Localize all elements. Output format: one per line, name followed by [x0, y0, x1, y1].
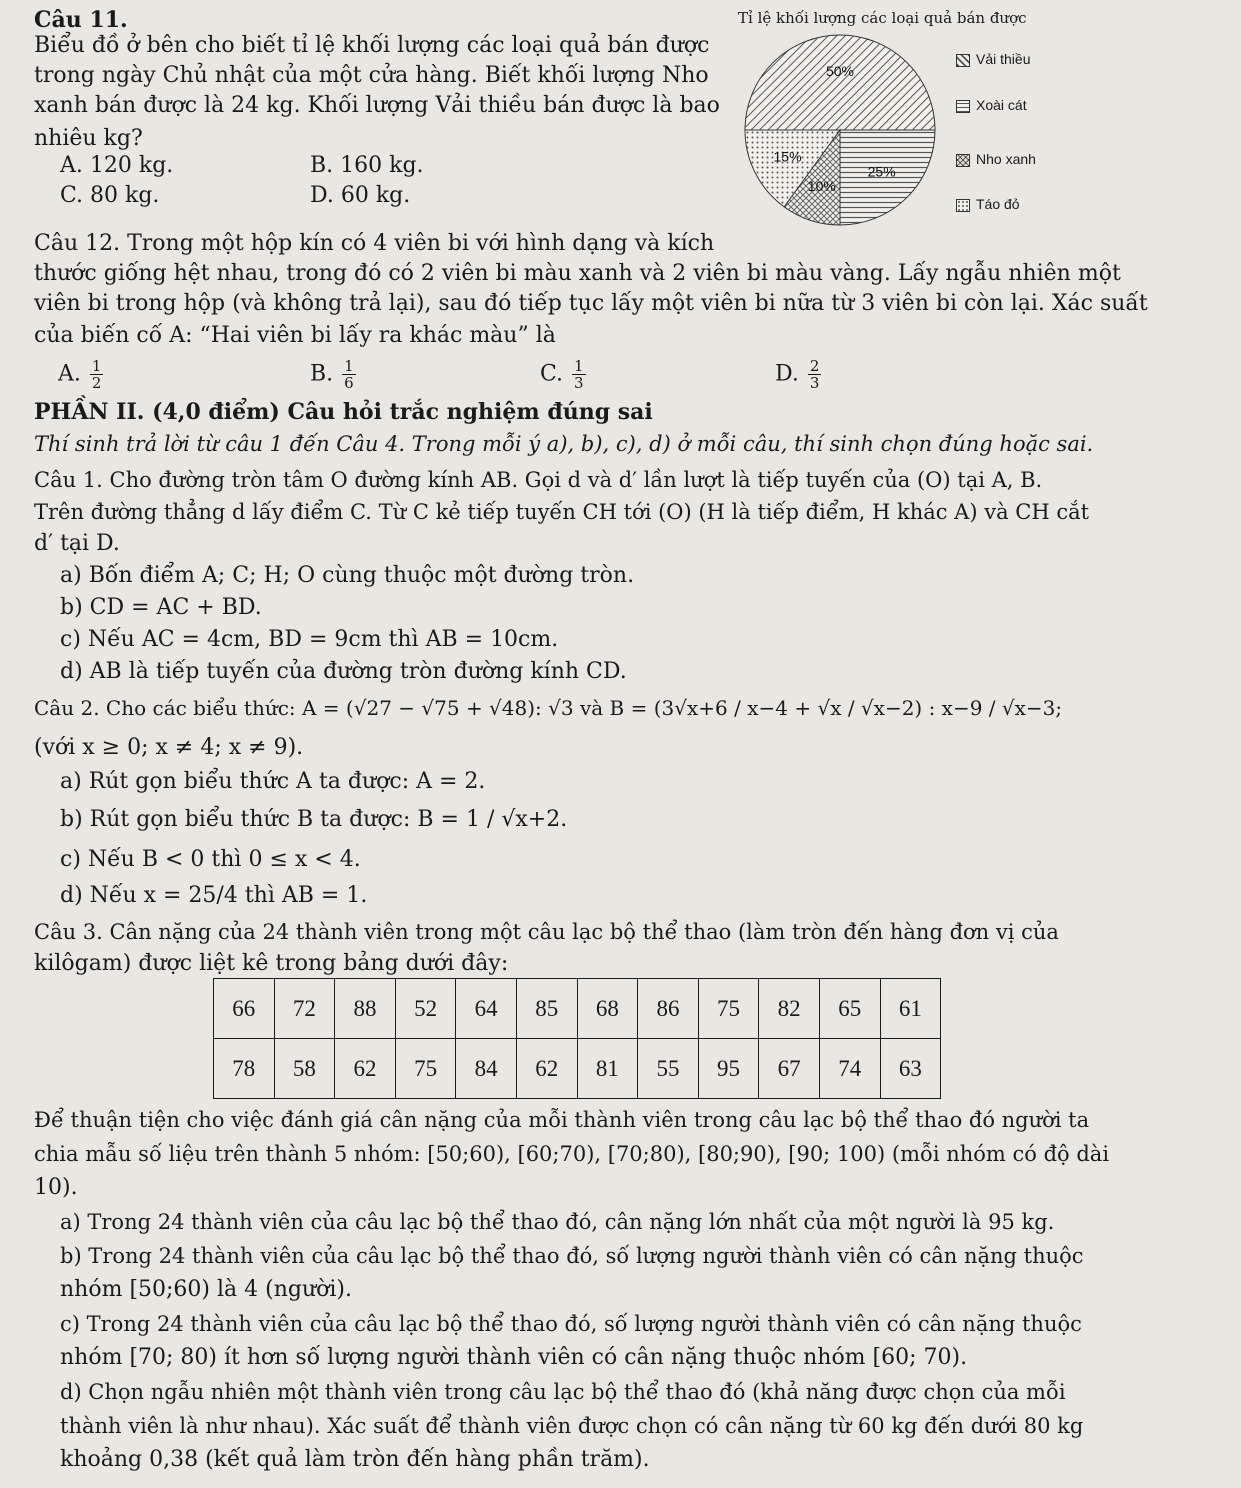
- table-cell: 75: [395, 1039, 456, 1099]
- c2-condition: (với x ≥ 0; x ≠ 4; x ≠ 9).: [34, 735, 304, 760]
- part2-instruction: Thí sinh trả lời từ câu 1 đến Câu 4. Trong mỗi ý a), b), c), d) ở mỗi câu, thí sinh chọn đúng hoặc sai.: [34, 432, 1094, 456]
- c3-item-c1: c) Trong 24 thành viên của câu lạc bộ thể thao đó, số lượng người thành viên có cân nặng thuộc: [60, 1312, 1082, 1336]
- c3-item-d1: d) Chọn ngẫu nhiên một thành viên trong câu lạc bộ thể thao đó (khả năng được chọn của mỗi: [60, 1380, 1066, 1404]
- table-cell: 74: [819, 1039, 880, 1099]
- weight-table: [213, 978, 941, 1099]
- c3-item-d2: thành viên là như nhau). Xác suất để thành viên được chọn có cân nặng từ 60 kg đến dưới 80 kg: [60, 1414, 1084, 1438]
- slice-vai-thieu: [745, 35, 935, 130]
- q11-option-b: B. 160 kg.: [310, 153, 424, 178]
- table-cell: 64: [456, 979, 517, 1039]
- table-cell: 75: [698, 979, 759, 1039]
- table-cell: 88: [335, 979, 396, 1039]
- q11-line4: nhiêu kg?: [34, 126, 143, 151]
- c3-item-d3: khoảng 0,38 (kết quả làm tròn đến hàng phần trăm).: [60, 1447, 650, 1472]
- c2-item-a: a) Rút gọn biểu thức A ta được: A = 2.: [60, 769, 486, 794]
- pie-chart: [740, 30, 940, 230]
- q11-line3: xanh bán được là 24 kg. Khối lượng Vải thiều bán được là bao: [34, 93, 720, 118]
- option-label: D.: [775, 361, 799, 387]
- option-fraction: $\frac{1}{3}$: [574, 357, 584, 392]
- table-cell: 78: [214, 1039, 275, 1099]
- table-cell: 67: [759, 1039, 820, 1099]
- slice-label: 25%: [867, 163, 896, 180]
- table-cell: 62: [335, 1039, 396, 1099]
- table-row: [214, 1039, 941, 1099]
- c3-item-a: a) Trong 24 thành viên của câu lạc bộ thể thao đó, cân nặng lớn nhất của một người là 95 kg.: [60, 1210, 1055, 1234]
- q11-option-c: C. 80 kg.: [60, 183, 160, 208]
- q11-line2: trong ngày Chủ nhật của một cửa hàng. Biết khối lượng Nho: [34, 63, 709, 88]
- q11-option-a: A. 120 kg.: [60, 153, 174, 178]
- c2-item-b: b) Rút gọn biểu thức B ta được: B = 1 / √x+2.: [60, 807, 568, 832]
- option-fraction: $\frac{1}{2}$: [91, 357, 102, 392]
- q11-option-d: D. 60 kg.: [310, 183, 411, 208]
- c2-item-c: c) Nếu B < 0 thì 0 ≤ x < 4.: [60, 847, 361, 872]
- table-cell: 62: [516, 1039, 577, 1099]
- part2-heading: PHẦN II. (4,0 điểm) Câu hỏi trắc nghiệm đúng sai: [34, 399, 653, 425]
- table-cell: 61: [880, 979, 941, 1039]
- q12-option-c: [540, 358, 588, 391]
- table-cell: 65: [819, 979, 880, 1039]
- table-cell: 52: [395, 979, 456, 1039]
- c1-item-c: c) Nếu AC = 4cm, BD = 9cm thì AB = 10cm.: [60, 627, 559, 652]
- c2-item-d: d) Nếu x = 25/4 thì AB = 1.: [60, 883, 368, 908]
- slice-label: 10%: [807, 178, 836, 195]
- legend-item-xoai-cat: [956, 96, 1027, 114]
- c1-item-a: a) Bốn điểm A; C; H; O cùng thuộc một đường tròn.: [60, 563, 635, 588]
- table-cell: 81: [577, 1039, 638, 1099]
- c2-line1: Câu 2. Cho các biểu thức: A = (√27 − √75 + √48): √3 và B = (3√x+6 / x−4 + √x / √x−2) : x−9 / √x−3;: [34, 696, 1063, 720]
- table-cell: 66: [214, 979, 275, 1039]
- c3-item-b1: b) Trong 24 thành viên của câu lạc bộ thể thao đó, số lượng người thành viên có cân nặng thuộc: [60, 1244, 1084, 1268]
- legend-swatch-icon: [956, 54, 970, 67]
- option-label: A.: [58, 361, 81, 387]
- table-cell: 95: [698, 1039, 759, 1099]
- c3-item-c2: nhóm [70; 80) ít hơn số lượng người thành viên có cân nặng thuộc nhóm [60; 70).: [60, 1345, 968, 1370]
- legend-swatch-icon: [956, 154, 970, 167]
- legend-swatch-icon: [956, 100, 970, 113]
- legend-item-tao-do: [956, 195, 1020, 213]
- q12-option-a: [58, 358, 105, 391]
- table-row: [214, 979, 941, 1039]
- c3-line3: Để thuận tiện cho việc đánh giá cân nặng của mỗi thành viên trong câu lạc bộ thể thao đó người ta: [34, 1108, 1090, 1132]
- legend-item-vai-thieu: [956, 50, 1030, 68]
- option-label: C.: [540, 361, 564, 387]
- option-label: B.: [310, 361, 334, 387]
- table-cell: 84: [456, 1039, 517, 1099]
- option-fraction: $\frac{1}{6}$: [344, 357, 354, 392]
- q11-line1: Biểu đồ ở bên cho biết tỉ lệ khối lượng các loại quả bán được: [34, 33, 710, 58]
- c1-line1: Câu 1. Cho đường tròn tâm O đường kính AB. Gọi d và d′ lần lượt là tiếp tuyến của (O) tại A, B.: [34, 468, 1043, 492]
- c3-item-b2: nhóm [50;60) là 4 (người).: [60, 1277, 352, 1302]
- legend-label: Nho xanh: [976, 151, 1036, 167]
- slice-label: 15%: [773, 148, 802, 165]
- q12-line3: viên bi trong hộp (và không trả lại), sau đó tiếp tục lấy một viên bi nữa từ 3 viên bi còn lại. Xác suất: [34, 291, 1148, 316]
- c3-line2: kilôgam) được liệt kê trong bảng dưới đây:: [34, 951, 509, 976]
- table-cell: 72: [274, 979, 335, 1039]
- option-fraction: $\frac{2}{3}$: [809, 357, 820, 392]
- legend-item-nho-xanh: [956, 150, 1036, 168]
- table-cell: 63: [880, 1039, 941, 1099]
- c1-line3: d′ tại D.: [34, 531, 120, 556]
- legend-label: Táo đỏ: [976, 196, 1020, 212]
- table-cell: 58: [274, 1039, 335, 1099]
- c3-line1: Câu 3. Cân nặng của 24 thành viên trong một câu lạc bộ thể thao (làm tròn đến hàng đơn vị của: [34, 920, 1059, 944]
- table-cell: 86: [638, 979, 699, 1039]
- table-cell: 82: [759, 979, 820, 1039]
- chart-title: Tỉ lệ khối lượng các loại quả bán được: [738, 9, 1027, 27]
- q12-line1: Câu 12. Trong một hộp kín có 4 viên bi với hình dạng và kích: [34, 231, 715, 256]
- slice-label: 50%: [825, 63, 855, 80]
- table-cell: 68: [577, 979, 638, 1039]
- table-cell: 55: [638, 1039, 699, 1099]
- c1-line2: Trên đường thẳng d lấy điểm C. Từ C kẻ tiếp tuyến CH tới (O) (H là tiếp điểm, H khác A) và CH cắt: [34, 500, 1090, 524]
- c3-line5: 10).: [34, 1175, 78, 1200]
- legend-label: Vải thiều: [976, 51, 1031, 67]
- q12-option-b: [310, 358, 358, 391]
- q12-option-d: [775, 358, 823, 391]
- legend-label: Xoài cát: [976, 97, 1027, 113]
- q11-title: Câu 11.: [34, 7, 128, 33]
- c1-item-d: d) AB là tiếp tuyến của đường tròn đường kính CD.: [60, 659, 627, 684]
- q12-line2: thước giống hệt nhau, trong đó có 2 viên bi màu xanh và 2 viên bi màu vàng. Lấy ngẫu nhiên một: [34, 261, 1121, 286]
- table-cell: 85: [516, 979, 577, 1039]
- c1-item-b: b) CD = AC + BD.: [60, 595, 262, 620]
- legend-swatch-icon: [956, 199, 970, 212]
- c3-line4: chia mẫu số liệu trên thành 5 nhóm: [50;60), [60;70), [70;80), [80;90), [90; 100) (mỗi nhóm có độ dài: [34, 1142, 1110, 1166]
- q12-line4: của biến cố A: “Hai viên bi lấy ra khác màu” là: [34, 323, 556, 348]
